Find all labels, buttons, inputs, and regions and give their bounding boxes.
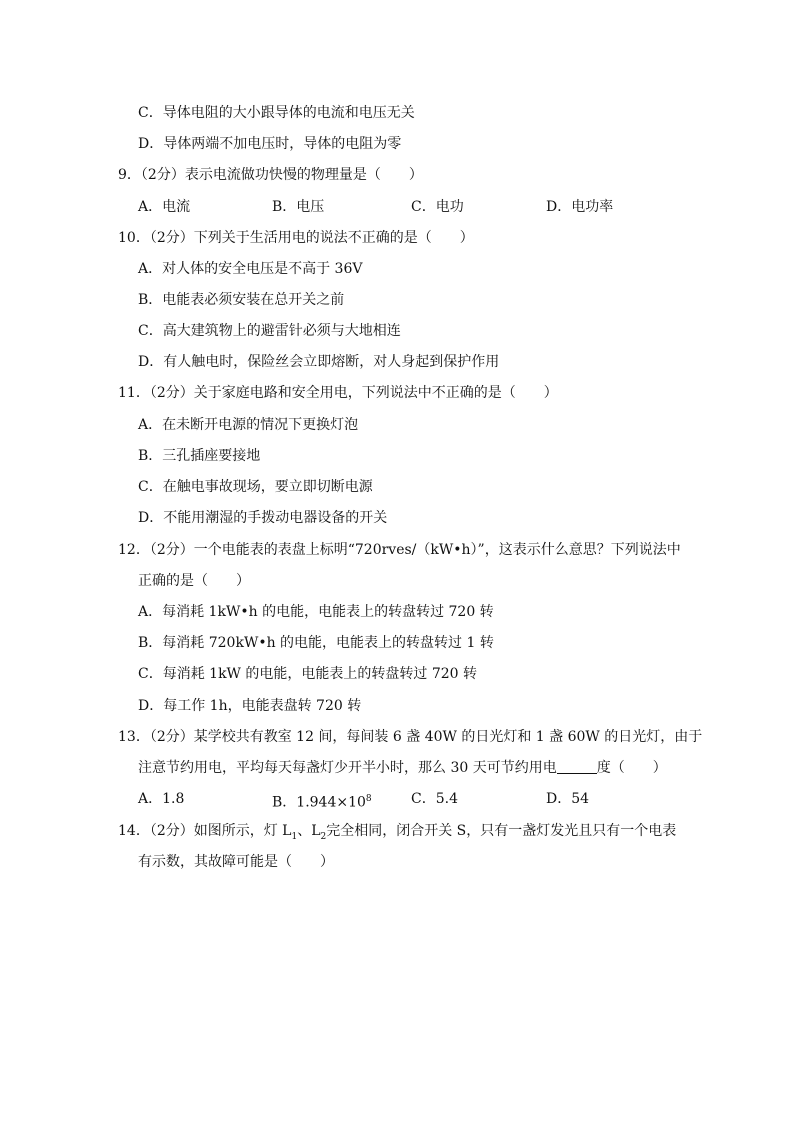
question-14-stem-cont: 有示数，其故障可能是（ ） (138, 854, 334, 870)
q14-stem-part2: 、L (297, 823, 321, 839)
q14-sub-2: 2 (320, 831, 327, 842)
q9-option-c: C．电功 (411, 199, 464, 215)
q12-option-b: B．每消耗 720kW•h 的电能，电能表上的转盘转过 1 转 (138, 635, 494, 651)
question-9-stem: 9．（2分）表示电流做功快慢的物理量是（ ） (118, 167, 423, 183)
q13-option-d: D．54 (546, 791, 590, 807)
q10-option-c: C．高大建筑物上的避雷针必须与大地相连 (138, 323, 401, 339)
question-14-stem (118, 822, 676, 846)
q13-option-c: C．5.4 (411, 791, 458, 807)
question-10-stem: 10．（2分）下列关于生活用电的说法不正确的是（ ） (118, 230, 474, 246)
q9-option-a: A．电流 (138, 199, 191, 215)
q13-option-b (272, 790, 372, 812)
q10-option-a: A．对人体的安全电压是不高于 36V (138, 261, 363, 277)
q13-option-b-base: B．1.944×10 (272, 794, 366, 811)
q12-option-d: D．每工作 1h，电能表盘转 720 转 (138, 698, 362, 714)
q14-stem-part3: 完全相同，闭合开关 S，只有一盏灯发光且只有一个电表 (326, 823, 677, 839)
q11-option-a: A．在未断开电源的情况下更换灯泡 (138, 417, 359, 433)
question-11-stem: 11．（2分）关于家庭电路和安全用电，下列说法中不正确的是（ ） (118, 385, 558, 401)
question-13-stem: 13．（2分）某学校共有教室 12 间，每间装 6 盏 40W 的日光灯和 1 盏 60W 的日光灯，由于 (118, 729, 703, 745)
q10-option-d: D．有人触电时，保险丝会立即熔断，对人身起到保护作用 (138, 354, 500, 370)
q14-stem-part1: 14．（2分）如图所示，灯 L (118, 823, 292, 839)
q13-stem-tail: 度（ ） (596, 760, 667, 776)
answer-blank (557, 759, 597, 774)
q11-option-b: B．三孔插座要接地 (138, 448, 261, 464)
q13-stem-text: 注意节约用电，平均每天每盏灯少开半小时，那么 30 天可节约用电 (138, 760, 557, 776)
q9-option-b: B．电压 (272, 199, 325, 215)
q9-option-d: D．电功率 (546, 199, 614, 215)
q14-sub-1: 1 (291, 831, 298, 842)
question-12-stem-cont: 正确的是（ ） (138, 573, 250, 589)
q11-option-c: C．在触电事故现场，要立即切断电源 (138, 479, 373, 495)
q13-option-a: A．1.8 (138, 791, 185, 807)
q12-option-a: A．每消耗 1kW•h 的电能，电能表上的转盘转过 720 转 (138, 604, 494, 620)
option-c-prev: C．导体电阻的大小跟导体的电流和电压无关 (138, 105, 415, 121)
q12-option-c: C．每消耗 1kW 的电能，电能表上的转盘转过 720 转 (138, 666, 478, 682)
q10-option-b: B．电能表必须安装在总开关之前 (138, 292, 345, 308)
q13-option-b-exponent: 8 (365, 794, 372, 804)
question-13-stem-cont (138, 759, 667, 777)
option-d-prev: D．导体两端不加电压时，导体的电阻为零 (138, 136, 402, 152)
question-12-stem: 12．（2分）一个电能表的表盘上标明“720rves/（kW•h）”，这表示什么意思？下列说法中 (118, 542, 681, 558)
q11-option-d: D．不能用潮湿的手拨动电器设备的开关 (138, 510, 388, 526)
